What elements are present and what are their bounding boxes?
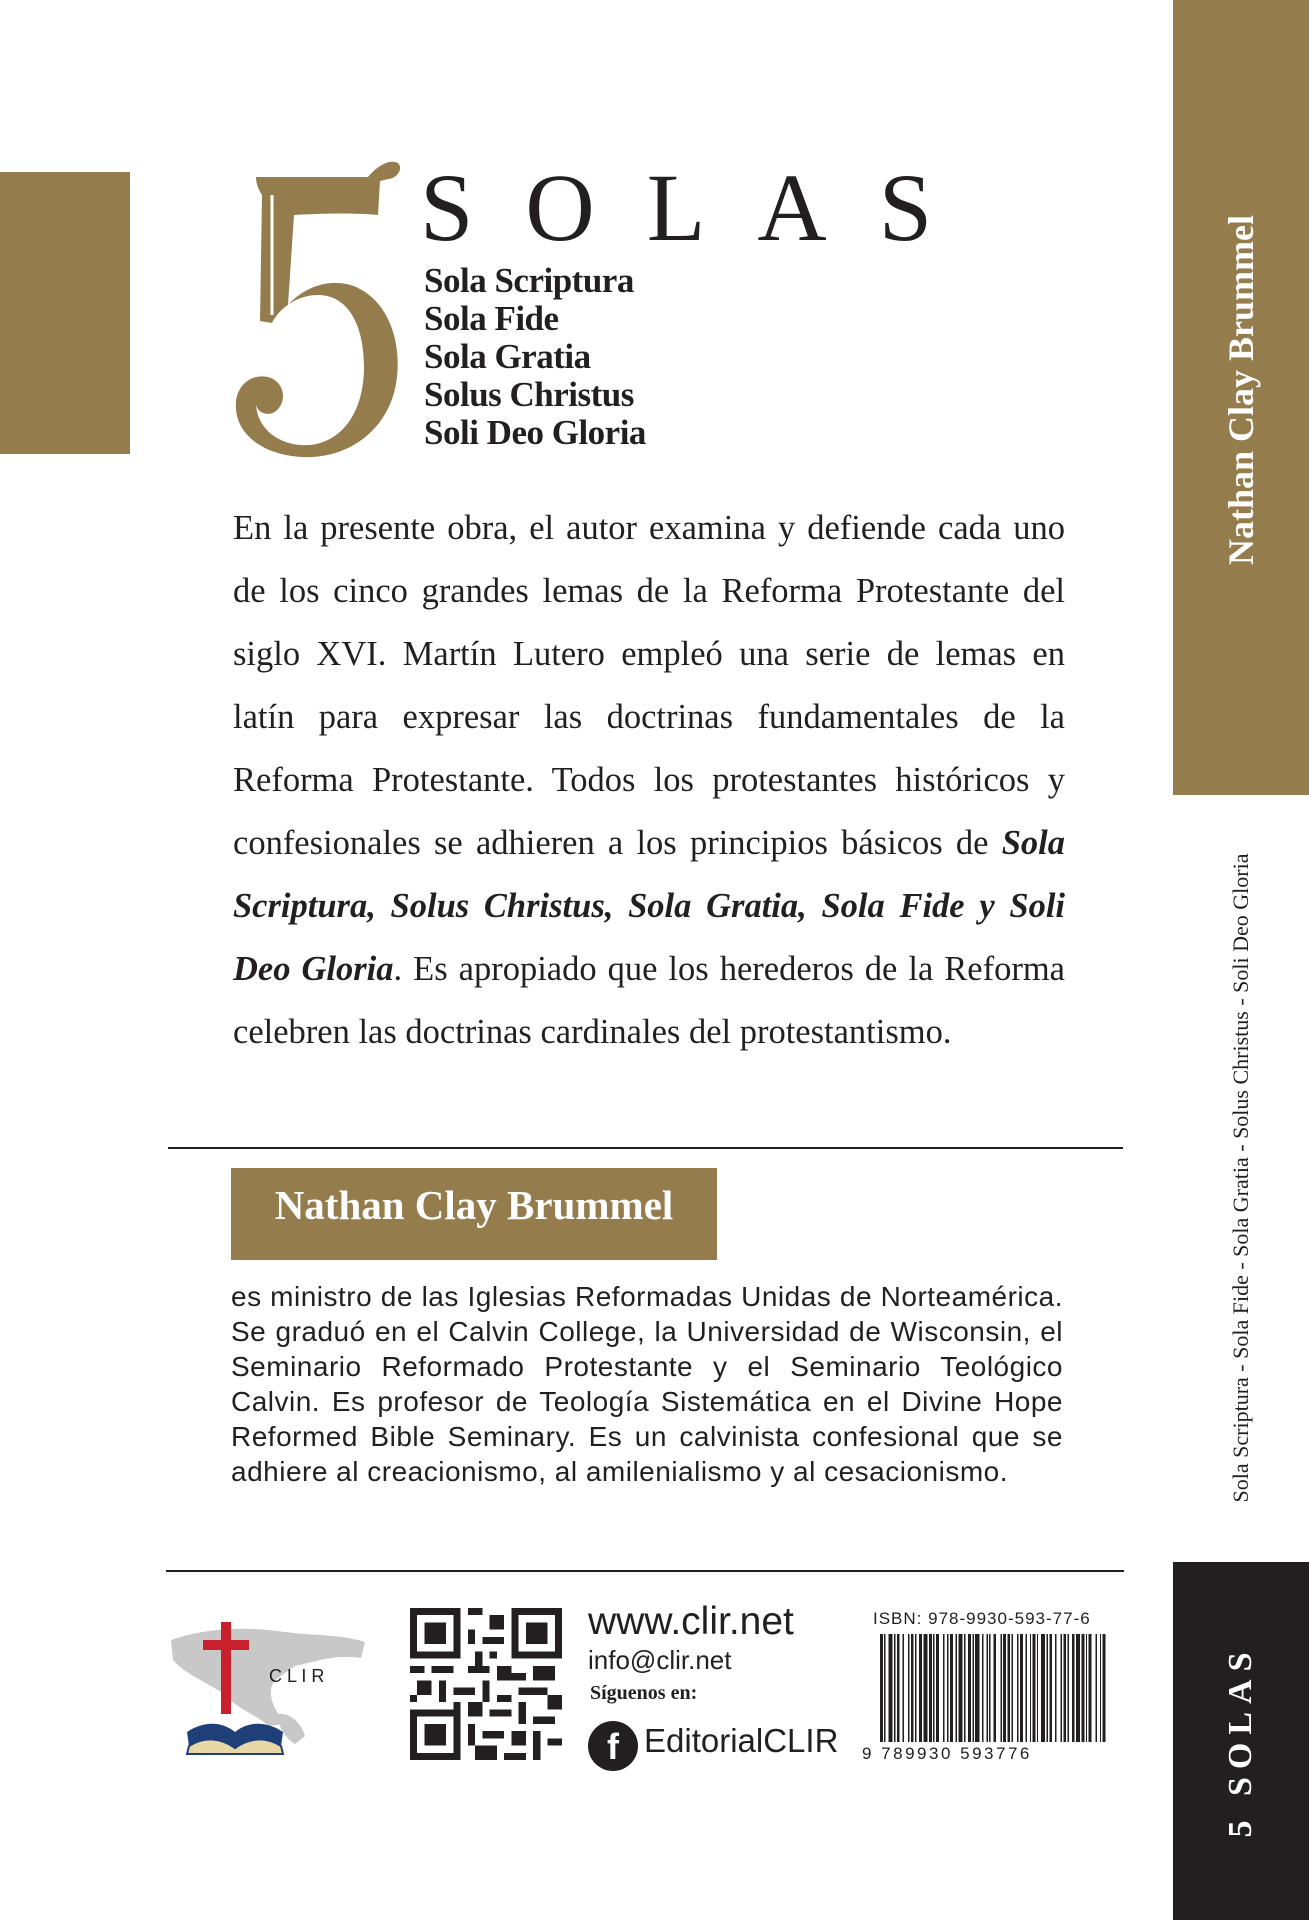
spine-subtitle: Sola Scriptura - Sola Fide - Sola Gratia - Solus Christus - Soli Deo Gloria: [1228, 853, 1253, 1503]
left-color-tab: [0, 172, 130, 454]
sola-item: Sola Scriptura: [424, 261, 634, 300]
sola-item: Sola Fide: [424, 299, 559, 338]
divider-top: [168, 1147, 1123, 1149]
website-link[interactable]: www.clir.net: [588, 1600, 794, 1643]
big-five-emblem: [228, 155, 408, 465]
solas-title: SOLAS: [420, 154, 985, 261]
author-name: Nathan Clay Brummel: [274, 1182, 674, 1228]
facebook-handle[interactable]: EditorialCLIR: [644, 1722, 839, 1759]
sola-item: Sola Gratia: [424, 337, 591, 376]
book-description: [233, 497, 1065, 1064]
author-bio: es ministro de las Iglesias Reformadas Unidas de Norteamérica. Se graduó en el Calvin College, la Universidad de Wisconsin, el Seminario Reformado Protestante y el Seminario Teológico Calvin. Es profesor de Teología Sistemática en el Divine Hope Reformed Bible Seminary. Es un calvinista confesional que se adhiere al creacionismo, al amilenialismo y al cesacionismo.: [231, 1281, 1063, 1487]
qr-code[interactable]: [410, 1608, 562, 1760]
description-emphasis: Sola Scriptura, Solus Christus, Sola Gratia, Sola Fide y Soli Deo Gloria: [233, 824, 1065, 988]
sola-list: [424, 262, 646, 452]
description-text: En la presente obra, el autor examina y defiende cada uno de los cinco grandes lemas de la Reforma Protestante del siglo XVI. Martín Lutero empleó una serie de lemas en latín para expresar las doctrinas fundamentales de la Reforma Protestante. Todos los protestantes históricos y confesionales se adhieren a los principios básicos de: [233, 509, 1065, 862]
email-link[interactable]: info@clir.net: [588, 1645, 732, 1675]
clir-logo-text: C L I R: [269, 1666, 325, 1686]
clir-logo: [165, 1614, 380, 1762]
facebook-icon[interactable]: f: [588, 1721, 638, 1771]
barcode: [878, 1634, 1106, 1758]
sola-item: Soli Deo Gloria: [424, 413, 646, 452]
follow-label: Síguenos en:: [590, 1682, 698, 1704]
description-text-end: . Es apropiado que los herederos de la Reforma celebren las doctrinas cardinales del protestantismo.: [233, 950, 1065, 1051]
divider-bottom: [166, 1570, 1124, 1572]
isbn-label: ISBN: 978-9930-593-77-6: [873, 1609, 1091, 1628]
barcode-digits: 9 789930 593776: [862, 1744, 1032, 1763]
spine-author: Nathan Clay Brummel: [1221, 215, 1261, 565]
spine-bottom-panel: [1173, 1562, 1309, 1920]
sola-item: Solus Christus: [424, 375, 634, 414]
spine-title: 5 SOLAS: [1222, 1644, 1259, 1838]
spine-top-panel: [1173, 0, 1309, 795]
